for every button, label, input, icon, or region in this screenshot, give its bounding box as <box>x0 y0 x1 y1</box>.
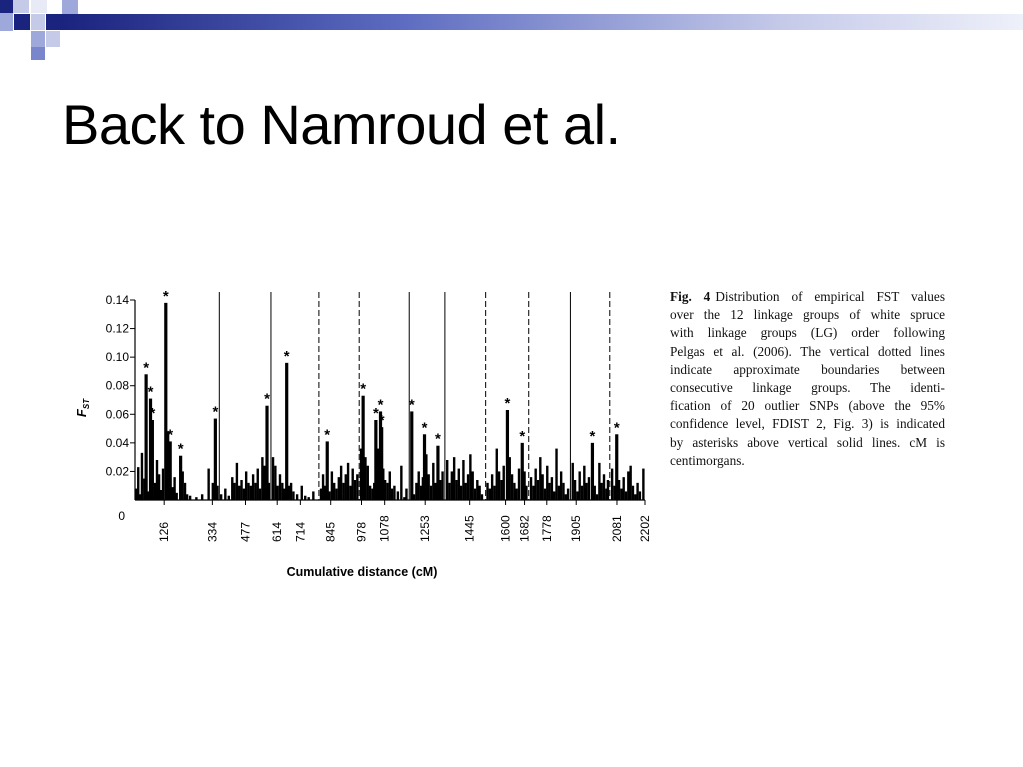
corner-square-pale-2 <box>31 0 47 13</box>
snp-bar-131 <box>518 469 520 500</box>
snp-bar-162 <box>600 483 602 500</box>
snp-bar-169 <box>620 489 622 500</box>
outlier-asterisk-16: * <box>421 419 428 437</box>
snp-bar-172 <box>627 471 629 500</box>
outlier-asterisk-1: * <box>143 359 150 377</box>
snp-bar-128 <box>511 474 513 500</box>
snp-bar-126 <box>503 466 505 500</box>
top-gradient-bar <box>62 14 1023 30</box>
snp-bar-33 <box>243 489 245 500</box>
snp-bar-174 <box>632 486 634 500</box>
outlier-bar-8 <box>265 406 268 500</box>
outlier-bar-10 <box>326 441 329 500</box>
x-tick-label-6: 978 <box>354 521 369 542</box>
snp-bar-63 <box>333 483 335 500</box>
snp-bar-67 <box>342 483 344 500</box>
snp-bar-166 <box>611 469 613 500</box>
snp-bar-124 <box>498 471 500 500</box>
snp-bar-170 <box>622 477 624 500</box>
outlier-bar-7 <box>214 419 217 500</box>
caption-line-10: centimorgans. <box>670 452 745 468</box>
snp-bar-154 <box>578 471 580 500</box>
outlier-bar-4 <box>164 303 167 500</box>
outlier-bar-12 <box>374 420 377 500</box>
snp-bar-82 <box>384 480 386 500</box>
snp-bar-46 <box>276 486 278 500</box>
snp-bar-97 <box>427 474 429 500</box>
bar-series <box>135 303 644 500</box>
caption-line-4: Pelgas et al. (2006). The vertical dotted lines <box>670 343 945 359</box>
snp-bar-66 <box>340 466 342 500</box>
x-tick-label-3: 614 <box>270 521 285 542</box>
snp-bar-143 <box>551 477 553 500</box>
snp-bar-64 <box>335 489 337 500</box>
snp-bar-176 <box>636 483 638 500</box>
outlier-asterisk-3: * <box>149 405 156 422</box>
snp-bar-31 <box>238 486 240 500</box>
snp-bar-107 <box>455 480 457 500</box>
x-tick-label-2: 477 <box>238 521 253 542</box>
snp-bar-90 <box>405 489 407 500</box>
outlier-bar-20 <box>591 443 594 500</box>
snp-bar-10 <box>160 490 162 500</box>
snp-bar-99 <box>432 463 434 500</box>
x-tick-label-7: 1078 <box>377 515 392 542</box>
y-axis-title <box>74 398 91 417</box>
snp-bar-110 <box>462 460 464 500</box>
snp-bar-165 <box>607 480 609 500</box>
snp-bar-138 <box>539 457 541 500</box>
snp-bar-44 <box>272 457 274 500</box>
snp-bar-83 <box>386 483 388 500</box>
corner-square-lavender-3 <box>62 0 78 14</box>
snp-bar-71 <box>352 469 354 500</box>
snp-bar-140 <box>544 489 546 500</box>
x-tick-label-8: 1253 <box>418 515 433 542</box>
snp-bar-85 <box>391 489 393 500</box>
snp-bar-114 <box>471 471 473 500</box>
snp-bar-106 <box>453 457 455 500</box>
outlier-asterisk-10: * <box>324 426 331 444</box>
snp-bar-15 <box>175 493 177 500</box>
corner-square-pale-1 <box>13 0 29 13</box>
outlier-bar-6 <box>179 456 182 500</box>
x-tick-label-14: 2081 <box>609 515 624 542</box>
snp-bar-109 <box>460 486 462 500</box>
fst-bar-chart <box>60 280 660 590</box>
snp-bar-36 <box>250 486 252 500</box>
outlier-asterisk-4: * <box>162 287 169 305</box>
snp-bar-84 <box>389 471 391 500</box>
snp-bar-41 <box>261 457 263 500</box>
snp-bar-145 <box>555 449 557 500</box>
snp-bar-92 <box>415 483 417 500</box>
snp-bar-19 <box>189 496 191 500</box>
caption-line-3: with linkage groups (LG) order following <box>670 325 945 341</box>
outlier-asterisk-13: * <box>377 396 384 414</box>
y-tick-label-4: 0.08 <box>105 378 129 393</box>
snp-bar-125 <box>500 480 502 500</box>
snp-bar-151 <box>572 463 574 500</box>
snp-bar-68 <box>345 474 347 500</box>
x-tick-label-15: 2202 <box>638 515 652 542</box>
x-tick-label-5: 845 <box>323 521 338 542</box>
snp-bar-146 <box>558 486 560 500</box>
snp-bar-39 <box>257 469 259 500</box>
x-tick-label-9: 1445 <box>462 515 477 542</box>
snp-bar-29 <box>233 483 235 500</box>
snp-bar-139 <box>541 474 543 500</box>
snp-bar-26 <box>224 489 226 500</box>
snp-bar-134 <box>530 477 532 500</box>
snp-bar-118 <box>481 494 483 500</box>
snp-bar-55 <box>304 496 306 500</box>
outlier-asterisk-19: * <box>519 427 526 445</box>
snp-bar-73 <box>356 474 358 500</box>
snp-bar-115 <box>474 489 476 500</box>
caption-line-6: consecutive linkage groups. The identi- <box>670 380 945 396</box>
snp-bar-142 <box>548 483 550 500</box>
snp-bar-137 <box>537 480 539 500</box>
y-tick-label-1: 0.02 <box>105 464 129 479</box>
snp-bar-7 <box>154 483 156 500</box>
snp-bar-22 <box>207 469 209 500</box>
outlier-asterisk-18: * <box>504 395 511 412</box>
snp-bar-149 <box>565 494 567 500</box>
snp-bar-77 <box>369 486 371 500</box>
snp-bar-111 <box>465 483 467 500</box>
snp-bar-52 <box>292 491 294 500</box>
snp-bar-98 <box>430 486 432 500</box>
snp-bar-62 <box>331 471 333 500</box>
snp-bar-102 <box>441 471 443 500</box>
corner-square-pale-3 <box>46 31 60 47</box>
outlier-asterisk-15: * <box>408 396 415 414</box>
outlier-asterisk-9: * <box>283 347 290 365</box>
snp-bar-88 <box>400 466 402 500</box>
snp-bar-86 <box>393 486 395 500</box>
snp-bar-59 <box>322 474 324 500</box>
snp-bar-72 <box>354 480 356 500</box>
outlier-bar-15 <box>410 411 413 500</box>
x-axis-title: Cumulative distance (cM) <box>286 565 438 579</box>
y-tick-label-6: 0.12 <box>105 321 129 336</box>
snp-bar-156 <box>583 466 585 500</box>
outlier-bar-19 <box>521 443 524 500</box>
outlier-bar-11 <box>362 396 365 500</box>
corner-square-navy-1 <box>0 0 13 13</box>
snp-bar-69 <box>347 463 349 500</box>
axes <box>135 300 645 500</box>
outlier-bar-17 <box>436 446 439 500</box>
outlier-bar-14 <box>380 427 383 500</box>
outlier-asterisk-11: * <box>360 380 367 398</box>
snp-bar-161 <box>598 463 600 500</box>
x-tick-label-11: 1682 <box>517 515 532 542</box>
snp-bar-51 <box>290 483 292 500</box>
y-tick-label-5: 0.10 <box>105 350 129 365</box>
snp-bar-105 <box>451 471 453 500</box>
outlier-asterisk-14: * <box>378 412 385 430</box>
snp-bar-40 <box>259 489 261 500</box>
caption-line-2: over the 12 linkage groups of white spruce <box>670 307 945 323</box>
snp-bar-47 <box>279 474 281 500</box>
snp-bar-136 <box>534 469 536 500</box>
snp-bar-177 <box>639 491 641 500</box>
caption-line-1: Fig. 4 Distribution of empirical FST values <box>670 289 945 304</box>
snp-bar-93 <box>418 471 420 500</box>
snp-bar-130 <box>515 489 517 500</box>
outlier-bar-9 <box>285 363 288 500</box>
outlier-bar-18 <box>506 410 509 500</box>
snp-bar-153 <box>576 491 578 500</box>
snp-bar-58 <box>320 489 322 500</box>
snp-bar-117 <box>478 486 480 500</box>
snp-bar-45 <box>274 466 276 500</box>
outlier-bar-16 <box>423 434 426 500</box>
snp-bar-175 <box>634 494 636 500</box>
snp-bar-135 <box>532 486 534 500</box>
snp-bar-37 <box>252 474 254 500</box>
snp-bar-11 <box>162 469 164 500</box>
outlier-asterisk-21: * <box>613 419 620 437</box>
snp-bar-4 <box>141 453 143 500</box>
y-tick-label-0: 0 <box>118 509 125 523</box>
snp-bar-119 <box>486 483 488 500</box>
x-tick-label-1: 334 <box>205 521 220 542</box>
snp-bar-54 <box>301 486 303 500</box>
snp-bar-171 <box>625 491 627 500</box>
snp-bar-30 <box>236 463 238 500</box>
slide-title: Back to Namroud et al. <box>62 93 621 156</box>
snp-bar-57 <box>312 491 314 500</box>
snp-bar-141 <box>546 466 548 500</box>
snp-bar-133 <box>525 486 527 500</box>
outlier-asterisk-2: * <box>147 383 154 401</box>
snp-bar-38 <box>254 483 256 500</box>
snp-bar-53 <box>296 494 298 500</box>
corner-square-navy-3 <box>46 14 62 30</box>
caption-line-5: indicate approximate boundaries between <box>670 361 945 377</box>
snp-bar-17 <box>184 483 186 500</box>
outlier-asterisk-17: * <box>435 430 441 448</box>
snp-bar-152 <box>574 480 576 500</box>
x-tick-label-0: 126 <box>157 521 172 542</box>
snp-bar-173 <box>629 466 631 500</box>
snp-bar-48 <box>281 483 283 500</box>
snp-bar-163 <box>603 474 605 500</box>
snp-bar-65 <box>338 477 340 500</box>
snp-bar-113 <box>469 454 471 500</box>
outlier-bar-21 <box>615 434 618 500</box>
outlier-asterisk-8: * <box>264 390 270 408</box>
x-tick-label-12: 1778 <box>539 515 554 542</box>
outlier-asterisk-6: * <box>177 440 184 458</box>
x-tick-label-13: 1905 <box>569 515 584 542</box>
snp-bar-76 <box>367 466 369 500</box>
snp-bar-158 <box>588 477 590 500</box>
corner-square-lavender-4 <box>31 31 45 47</box>
y-tick-label-7: 0.14 <box>105 293 129 307</box>
snp-bar-121 <box>491 474 493 500</box>
x-tick-label-4: 714 <box>293 521 308 542</box>
outlier-asterisk-20: * <box>589 427 596 445</box>
snp-bar-147 <box>560 471 562 500</box>
snp-bar-70 <box>349 486 351 500</box>
snp-bar-144 <box>553 491 555 500</box>
y-tick-label-2: 0.04 <box>105 435 129 450</box>
snp-bar-108 <box>458 469 460 500</box>
corner-square-navy-4 <box>31 47 45 60</box>
y-tick-label-3: 0.06 <box>105 407 129 422</box>
outlier-asterisk-12: * <box>372 405 379 422</box>
snp-bar-23 <box>212 483 214 500</box>
x-tick-label-10: 1600 <box>498 515 513 542</box>
corner-square-lavender-1 <box>0 13 13 31</box>
snp-bar-160 <box>596 494 598 500</box>
snp-bar-34 <box>245 471 247 500</box>
caption-line-8: confidence level, FDIST 2, Fig. 3) is indicated <box>670 416 945 432</box>
snp-bar-27 <box>228 496 230 500</box>
figure-caption <box>670 288 945 470</box>
snp-bar-103 <box>446 460 448 500</box>
snp-bar-123 <box>496 449 498 500</box>
snp-bar-116 <box>476 480 478 500</box>
caption-line-7: fication of 20 outlier SNPs (above the 95% <box>670 398 945 414</box>
snp-bar-8 <box>156 460 158 500</box>
snp-bar-129 <box>513 483 515 500</box>
snp-bar-32 <box>240 480 242 500</box>
snp-bar-120 <box>489 489 491 500</box>
snp-bar-35 <box>247 483 249 500</box>
y-ticks <box>106 293 135 523</box>
corner-square-lavender-2 <box>31 14 45 30</box>
outlier-bar-3 <box>151 420 154 500</box>
outlier-bar-5 <box>169 441 172 500</box>
svg-text:FST: $F_{ST}$ <box>74 398 91 418</box>
snp-bar-21 <box>201 494 203 500</box>
snp-bar-122 <box>493 486 495 500</box>
snp-bar-18 <box>186 494 188 500</box>
outlier-asterisk-5: * <box>167 426 174 444</box>
outlier-asterisk-7: * <box>212 403 219 421</box>
caption-line-9: by asterisks above vertical solid lines. cM is <box>670 434 945 450</box>
snp-bar-148 <box>562 483 564 500</box>
corner-square-navy-2 <box>14 14 30 30</box>
snp-bar-157 <box>585 483 587 500</box>
x-ticks <box>157 500 652 542</box>
snp-bar-112 <box>467 474 469 500</box>
snp-bar-25 <box>220 494 222 500</box>
snp-bar-28 <box>231 477 233 500</box>
snp-bar-14 <box>173 477 175 500</box>
snp-bar-87 <box>397 491 399 500</box>
snp-bar-155 <box>581 486 583 500</box>
snp-bar-178 <box>642 469 644 500</box>
snp-bar-150 <box>567 489 569 500</box>
snp-bar-104 <box>448 483 450 500</box>
caption-figure-label: Fig. 4 <box>670 289 711 304</box>
